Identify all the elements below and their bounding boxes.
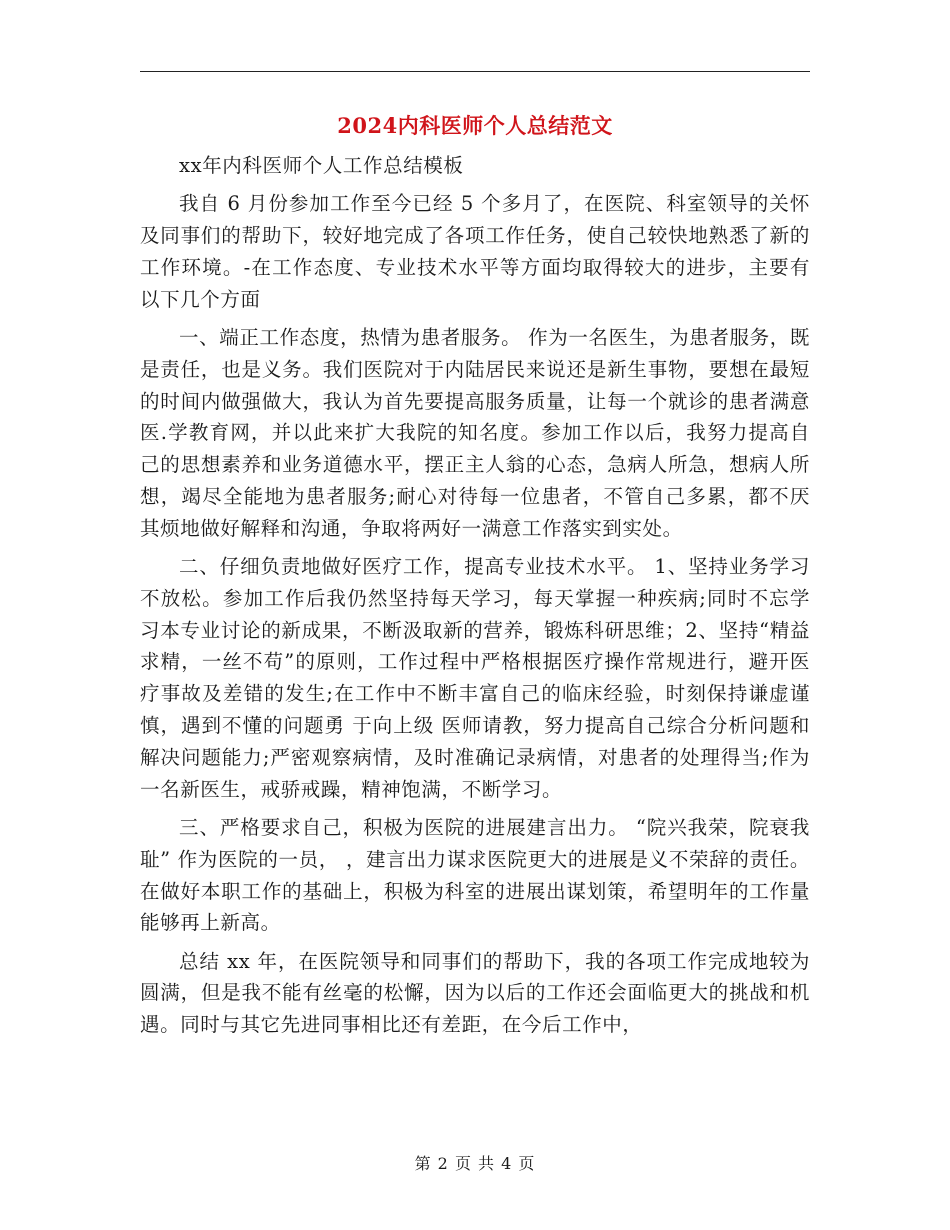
- document-body: [140, 150, 810, 1048]
- paragraph-summary: 总结 xx 年，在医院领导和同事们的帮助下，我的各项工作完成地较为圆满，但是我不能有丝毫的松懈，因为以后的工作还会面临更大的挑战和机遇。同时与其它先进同事相比还有差距，在今后工作中，: [140, 949, 810, 1037]
- paragraph-section-2: 二、仔细负责地做好医疗工作，提高专业技术水平。 1、坚持业务学习不放松。参加工作后我仍然坚持每天学习，每天掌握一种疾病;同时不忘学习本专业讨论的新成果，不断汲取新的营养，锻炼科研思维；2、坚持“精益求精，一丝不苟”的原则，工作过程中严格根据医疗操作常规进行，避开医疗事故及差错的发生;在工作中不断丰富自己的临床经验，时刻保持谦虚谨慎，遇到不懂的问题勇 于向上级 医师请教，努力提高自己综合分析问题和解决问题能力;严密观察病情，及时准确记录病情，对患者的处理得当;作为一名新医生，戒骄戒躁，精神饱满，不断学习。: [140, 555, 810, 801]
- header-rule: [140, 71, 810, 72]
- paragraph-section-3: 三、严格要求自己，积极为医院的进展建言出力。 “院兴我荣，院衰我耻” 作为医院的一员， ，建言出力谋求医院更大的进展是义不荣辞的责任。在做好本职工作的基础上，积极为科室的进展出谋划策，希望明年的工作量能够再上新高。: [140, 815, 810, 935]
- paragraph-section-1: 一、端正工作态度，热情为患者服务。 作为一名医生，为患者服务，既是责任，也是义务。我们医院对于内陆居民来说还是新生事物，要想在最短的时间内做强做大，我认为首先要提高服务质量，让每一个就诊的患者满意医.学教育网，并以此来扩大我院的知名度。参加工作以后，我努力提高自己的思想素养和业务道德水平，摆正主人翁的心态，急病人所急，想病人所想，竭尽全能地为患者服务;耐心对待每一位患者，不管自己多累，都不厌其烦地做好解释和沟通，争取将两好一满意工作落实到实处。: [140, 325, 810, 540]
- paragraph-subtitle: xx年内科医师个人工作总结模板: [179, 154, 464, 177]
- paragraph-intro: 我自 6 月份参加工作至今已经 5 个多月了，在医院、科室领导的关怀及同事们的帮助下，较好地完成了各项工作任务，使自己较快地熟悉了新的工作环境。-在工作态度、专业技术水平等方面均取得较大的进步，主要有以下几个方面: [140, 192, 810, 311]
- page-number-footer: 第 2 页 共 4 页: [414, 1154, 536, 1173]
- document-title: 2024内科医师个人总结范文: [337, 113, 613, 138]
